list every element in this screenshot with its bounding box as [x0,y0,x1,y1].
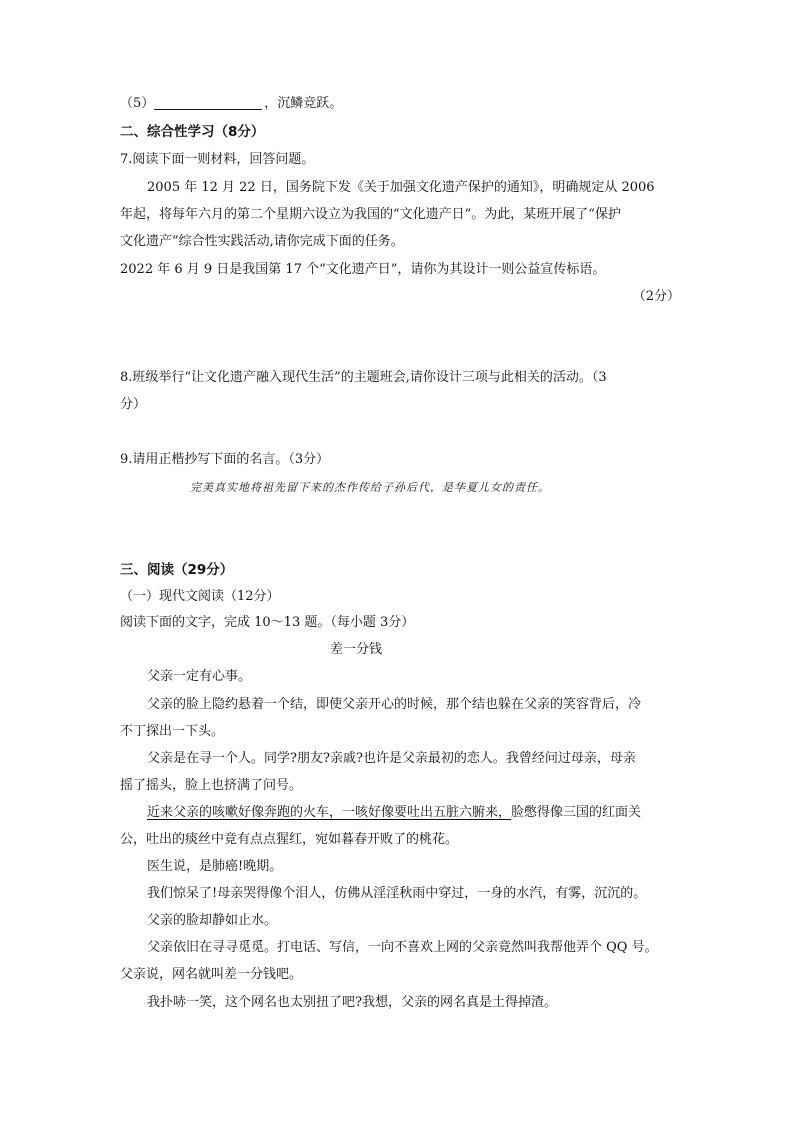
section2-title: 二、综合性学习（8分） [120,124,265,140]
story-p8-line2: 父亲说，网名就叫差一分钱吧。 [120,967,303,982]
q7-score: （2分） [632,289,680,304]
story-title: 差一分钱 [330,642,383,657]
q7-paragraph-line3: 文化遗产”综合性实践活动,请你完成下面的任务。 [120,234,404,249]
story-p4-line2: 公，吐出的痰丝中竟有点点猩红，宛如暮春开败了的桃花。 [120,832,459,847]
q7-task: 2022 年 6 月 9 日是我国第 17 个“文化遗产日”，请你为其设计一则公益宣传标语。 [120,262,606,277]
q5-line [120,95,680,113]
story-p4-rest: 脸憋得像三国的红面关 [511,805,642,820]
q5-answer-blank[interactable] [154,109,262,110]
story-p5: 医生说，是肺癌!晚期。 [147,859,283,874]
story-p4-line1 [147,804,680,822]
q7-intro: 7.阅读下面一则材料，回答问题。 [120,152,315,167]
q9-quote: 完美真实地将祖先留下来的杰作传给子孙后代，是华夏儿女的责任。 [190,481,550,494]
story-p9: 我扑哧一笑，这个网名也太别扭了吧?我想，父亲的网名真是土得掉渣。 [147,995,557,1010]
section3-subtitle: （一）现代文阅读（12分） [120,589,280,604]
story-p7: 父亲的脸却静如止水。 [147,913,278,928]
section3-instruction: 阅读下面的文字，完成 10～13 题。（每小题 3分） [120,615,415,630]
section3-title: 三、阅读（29分） [120,562,234,578]
story-p2-line2: 不丁探出一下头。 [120,724,225,739]
q9-text: 9.请用正楷抄写下面的名言。（3分） [120,452,330,467]
q5-rest: ，沉鳞竞跃。 [264,96,343,111]
q7-paragraph-line1: 2005 年 12 月 22 日，国务院下发《关于加强文化遗产保护的通知》，明确规定从 2006 [147,180,655,195]
story-p4-underlined: 近来父亲的咳嗽好像奔跑的火车，一咳好像要吐出五脏六腑来， [147,805,512,820]
q5-number: （5） [120,96,155,111]
story-p2-line1: 父亲的脸上隐约悬着一个结，即使父亲开心的时候，那个结也躲在父亲的笑容背后，冷 [147,697,642,712]
q8-line2: 分） [120,397,147,412]
story-p6: 我们惊呆了!母亲哭得像个泪人，仿佛从淫淫秋雨中穿过，一身的水汽，有雾，沉沉的。 [147,886,647,901]
story-p3-line1: 父亲是在寻一个人。同学?朋友?亲戚?也许是父亲最初的恋人。我曾经问过母亲，母亲 [147,751,636,766]
story-p3-line2: 摇了摇头，脸上也挤满了问号。 [120,778,303,793]
q8-line1: 8.班级举行“让文化遗产融入现代生活”的主题班会,请你设计三项与此相关的活动。（3 [120,370,607,385]
story-p8-line1: 父亲依旧在寻寻觅觅。打电话、写信，一向不喜欢上网的父亲竟然叫我帮他弄个 QQ 号。 [147,940,658,955]
q7-paragraph-line2: 年起，将每年六月的第二个星期六设立为我国的“文化遗产日”。为此，某班开展了“保护 [120,207,621,222]
story-p1: 父亲一定有心事。 [147,669,252,684]
